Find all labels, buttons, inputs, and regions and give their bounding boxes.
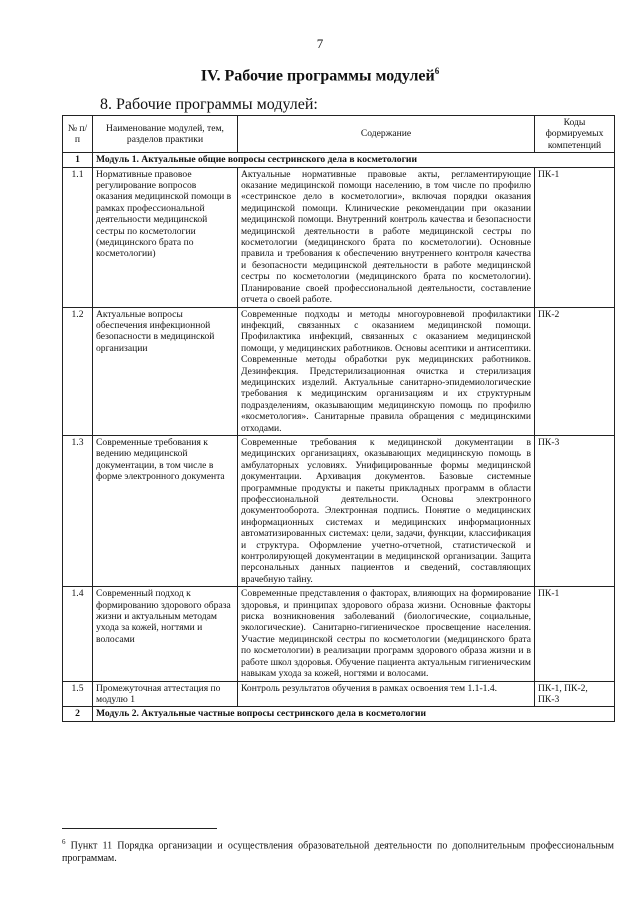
row-num: 1.2: [63, 307, 93, 435]
subheading: 8. Рабочие программы модулей:: [100, 96, 318, 113]
module-title: Модуль 2. Актуальные частные вопросы сестринского дела в косметологии: [93, 707, 615, 721]
row-num: 1.4: [63, 587, 93, 681]
row-content: Контроль результатов обучения в рамках освоения тем 1.1-1.4.: [238, 681, 535, 707]
module-row: [63, 153, 615, 167]
module-programs-table: [62, 115, 615, 722]
table-row: [63, 435, 615, 586]
table-row: [63, 587, 615, 681]
header-num: № п/п: [63, 116, 93, 153]
module-title: Модуль 1. Актуальные общие вопросы сестринского дела в косметологии: [93, 153, 615, 167]
table-row: [63, 681, 615, 707]
row-num: 1.5: [63, 681, 93, 707]
row-num: 1.3: [63, 435, 93, 586]
row-codes: ПК-1: [535, 587, 615, 681]
footnote-reference: 6: [434, 66, 440, 76]
row-codes: ПК-1: [535, 167, 615, 307]
row-codes: ПК-3: [535, 435, 615, 586]
row-content: Современные требования к медицинской документации в медицинских организациях, оказывающих медицинскую помощь в амбулаторных условиях. Унифицированные формы медицинской документации. Архивация документов. Базовые системные программные продукты и пакеты прикладных программ в области профессиональной деятельности. Основы электронного документооборота. Электронная подпись. Понятие о медицинских информационных системах и медицинских информационных автоматизированных системах: цели, задачи, функции, классификация и структура. Оформление учетно-отчетной, статистической и контролирующей документации в медицинской организации. Защита персональных данных пациентов и сведений, составляющих врачебную тайну.: [238, 435, 535, 586]
footnote: [62, 836, 614, 865]
row-topic: Актуальные вопросы обеспечения инфекционной безопасности в медицинской организации: [93, 307, 238, 435]
table-row: [63, 307, 615, 435]
row-num: 1.1: [63, 167, 93, 307]
section-heading: [0, 66, 640, 85]
row-codes: ПК-1, ПК-2, ПК-3: [535, 681, 615, 707]
row-content: Актуальные нормативные правовые акты, регламентирующие оказание медицинской помощи населению, в том числе по профилю «сестринское дело в косметологии», включая порядки оказания медицинской помощи. Клинические рекомендации при оказании медицинской помощи. Внутренний контроль качества и безопасности медицинской деятельности в работе медицинской сестры по косметологии (медицинского брата по косметологии). Основные правила и требования к обеспечению внутреннего контроля качества и безопасности медицинской деятельности в работе медицинской сестры по косметологии (медицинского брата по косметологии). Планирование своей профессиональной деятельности, составление отчета о своей работе.: [238, 167, 535, 307]
table-header-row: [63, 116, 615, 153]
header-content: Содержание: [238, 116, 535, 153]
header-topic: Наименование модулей, тем, разделов практики: [93, 116, 238, 153]
footnote-mark: 6: [62, 838, 66, 846]
header-codes: Коды формируемых компетенций: [535, 116, 615, 153]
module-row: [63, 707, 615, 721]
row-topic: Современный подход к формированию здорового образа жизни и актуальным методам ухода за кожей, ногтями и волосами: [93, 587, 238, 681]
row-content: Современные представления о факторах, влияющих на формирование здоровья, и принципах здорового образа жизни. Основные факторы риска возникновения заболеваний (биологические, социальные, экологические). Санитарно-гигиеническое просвещение населения. Участие медицинской сестры по косметологии (медицинского брата по косметологии) в реализации программ здорового образа жизни и в работе школ здоровья. Обучение пациента актуальным гигиеническим навыкам ухода за кожей, ногтями и волосами.: [238, 587, 535, 681]
footnote-text: Пункт 11 Порядка организации и осуществления образовательной деятельности по дополнительным профессиональным программам.: [62, 840, 614, 865]
table-row: [63, 167, 615, 307]
module-num: 2: [63, 707, 93, 721]
row-topic: Нормативные правовое регулирование вопросов оказания медицинской помощи в рамках профессиональной деятельности медицинской сестры по косметологии (медицинского брата по косметологии): [93, 167, 238, 307]
row-topic: Современные требования к ведению медицинской документации, в том числе в форме электронного документа: [93, 435, 238, 586]
row-content: Современные подходы и методы многоуровневой профилактики инфекций, связанных с оказанием медицинской помощи. Профилактика инфекций, связанных с оказанием медицинской помощи, у медицинских работников. Основы асептики и антисептики. Современные методы обработки рук медицинских работников. Дезинфекция. Предстерилизационная очистка и стерилизация медицинских изделий. Актуальные санитарно-эпидемиологические требования к медицинским организациям и их структурным подразделениям, оказывающим медицинскую помощь по профилю «косметология». Санитарные правила обращения с медицинскими отходами.: [238, 307, 535, 435]
row-topic: Промежуточная аттестация по модулю 1: [93, 681, 238, 707]
page-number: 7: [316, 36, 324, 51]
module-num: 1: [63, 153, 93, 167]
footnote-divider: [62, 828, 217, 829]
row-codes: ПК-2: [535, 307, 615, 435]
section-heading-text: IV. Рабочие программы модулей: [200, 67, 435, 85]
